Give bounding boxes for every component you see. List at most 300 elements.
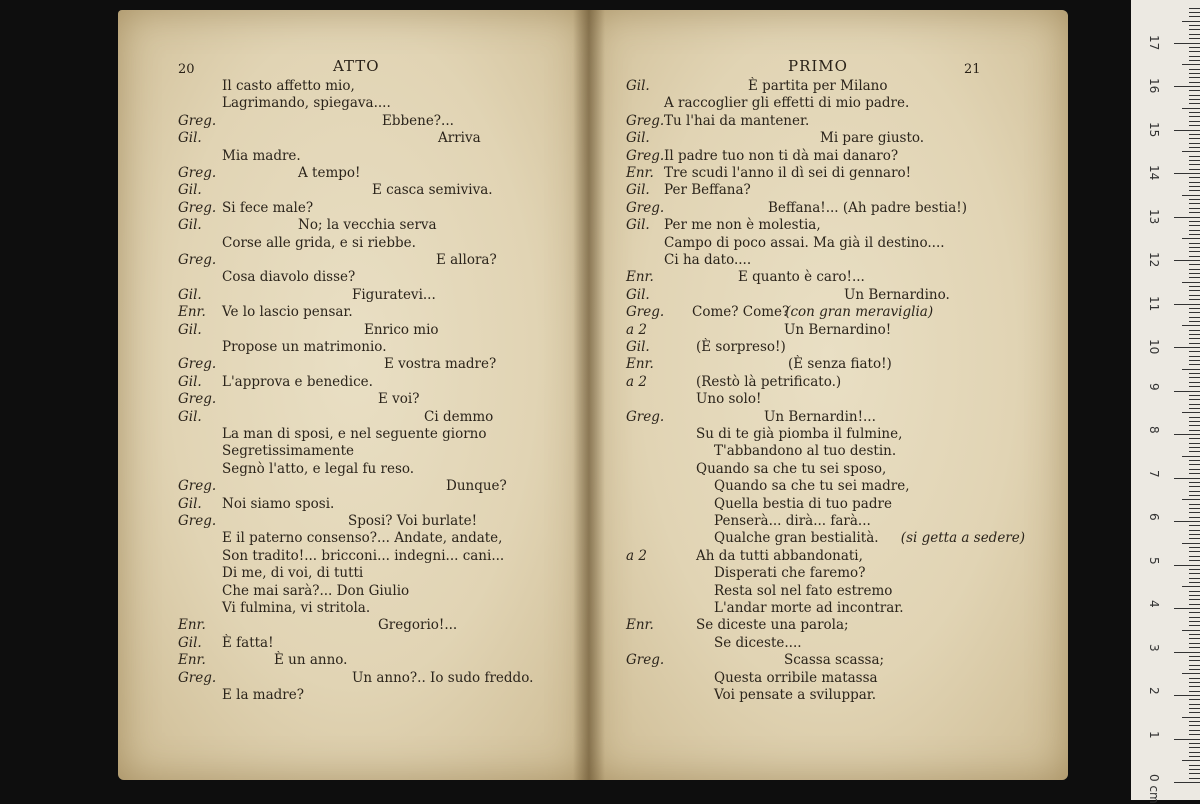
ruler-tick — [1182, 717, 1200, 718]
ruler-tick — [1174, 217, 1200, 218]
ruler-tick — [1189, 103, 1200, 104]
ruler-label: 4 — [1147, 600, 1161, 608]
ruler-tick — [1182, 673, 1200, 674]
ruler-tick — [1189, 69, 1200, 70]
dialogue-text: Propose un matrimonio. — [222, 339, 387, 355]
ruler-tick — [1189, 356, 1200, 357]
ruler-tick — [1182, 456, 1200, 457]
ruler-tick — [1189, 186, 1200, 187]
ruler-tick — [1189, 421, 1200, 422]
ruler-tick — [1189, 190, 1200, 191]
ruler-tick — [1189, 512, 1200, 513]
speaker-label: Greg. — [626, 304, 665, 321]
ruler-tick — [1182, 630, 1200, 631]
ruler-tick — [1189, 12, 1200, 13]
ruler-tick — [1189, 203, 1200, 204]
dialogue-text: A raccoglier gli effetti di mio padre. — [664, 95, 910, 112]
speaker-label: Gil. — [178, 182, 202, 199]
ruler-tick — [1189, 160, 1200, 161]
ruler-tick — [1189, 704, 1200, 705]
speaker-label: Gil. — [626, 339, 650, 355]
ruler-label: 14 — [1147, 165, 1161, 181]
ruler-tick — [1189, 321, 1200, 322]
ruler-tick — [1189, 277, 1200, 278]
dialogue-text: (È senza fiato!) — [788, 356, 892, 373]
ruler-tick — [1189, 377, 1200, 378]
ruler-tick — [1189, 534, 1200, 535]
dialogue-text: Quando sa che tu sei sposo, — [696, 460, 887, 477]
speaker-label: Greg. — [178, 165, 217, 181]
speaker-label: Enr. — [626, 165, 654, 181]
ruler-tick — [1189, 638, 1200, 639]
dialogue-text: Corse alle grida, e si riebbe. — [222, 234, 416, 251]
ruler-tick — [1189, 486, 1200, 487]
ruler-tick — [1174, 130, 1200, 131]
ruler-tick — [1174, 652, 1200, 653]
dialogue-text: Campo di poco assai. Ma già il destino.... — [664, 234, 945, 251]
dialogue-text: Dunque? — [446, 478, 507, 495]
ruler-tick — [1189, 138, 1200, 139]
ruler-label: 7 — [1147, 469, 1161, 478]
ruler-tick — [1174, 608, 1200, 609]
dialogue-text: Sposi? Voi burlate! — [348, 513, 478, 529]
ruler-tick — [1189, 599, 1200, 600]
dialogue-text: Voi pensate a sviluppar. — [714, 687, 877, 703]
dialogue-text: A tempo! — [298, 165, 361, 181]
running-header-right: PRIMO — [788, 57, 848, 75]
speaker-label: Greg. — [178, 669, 217, 686]
ruler-tick — [1189, 699, 1200, 700]
speaker-label: Enr. — [626, 269, 654, 286]
ruler-tick — [1189, 73, 1200, 74]
ruler-tick — [1189, 25, 1200, 26]
ruler-tick — [1189, 290, 1200, 291]
ruler-label: 15 — [1147, 121, 1161, 137]
speaker-label: Gil. — [178, 373, 202, 390]
ruler-label: 11 — [1147, 295, 1161, 311]
speaker-label: Gil. — [178, 408, 202, 425]
ruler-tick — [1189, 399, 1200, 400]
dialogue-text: Un Bernardino. — [844, 286, 950, 303]
left-page — [118, 10, 588, 780]
ruler-tick — [1189, 330, 1200, 331]
ruler-tick — [1189, 230, 1200, 231]
ruler-tick — [1189, 47, 1200, 48]
dialogue-text: Se diceste una parola; — [696, 617, 849, 634]
dialogue-text: Ebbene?... — [382, 112, 454, 129]
ruler-tick — [1189, 430, 1200, 431]
dialogue-text: Quella bestia di tuo padre — [714, 495, 892, 512]
stage-direction: (con gran meraviglia) — [785, 304, 934, 321]
speaker-label: Greg. — [626, 147, 665, 164]
speaker-label: Greg. — [626, 652, 665, 669]
ruler-tick — [1189, 256, 1200, 257]
ruler-tick — [1189, 669, 1200, 670]
ruler-tick — [1182, 325, 1200, 326]
ruler-tick — [1189, 99, 1200, 100]
ruler-tick — [1189, 60, 1200, 61]
ruler-label: 2 — [1147, 687, 1161, 695]
dialogue-text: Son tradito!... bricconi... indegni... cani... — [222, 547, 505, 564]
ruler-tick — [1189, 29, 1200, 30]
ruler-tick — [1182, 369, 1200, 370]
ruler-tick — [1189, 156, 1200, 157]
verse-line — [588, 685, 1068, 705]
ruler-tick — [1189, 734, 1200, 735]
speaker-label: Greg. — [626, 112, 665, 129]
ruler-label: 1 — [1147, 730, 1161, 739]
dialogue-text: E quanto è caro!... — [738, 269, 865, 286]
ruler-tick — [1189, 569, 1200, 570]
speaker-label: Gil. — [178, 130, 202, 147]
ruler-tick — [1189, 769, 1200, 770]
dialogue-text: Beffana!... (Ah padre bestia!) — [768, 199, 967, 216]
ruler-tick — [1189, 116, 1200, 117]
dialogue-text: Di me, di voi, di tutti — [222, 565, 364, 582]
ruler-tick — [1189, 530, 1200, 531]
ruler-tick — [1189, 404, 1200, 405]
dialogue-text: Ah da tutti abbandonati, — [696, 547, 863, 564]
ruler-tick — [1189, 212, 1200, 213]
speaker-label: Gil. — [626, 286, 650, 303]
ruler-tick — [1189, 373, 1200, 374]
ruler-tick — [1189, 51, 1200, 52]
speaker-label: a 2 — [626, 373, 647, 390]
speaker-label: Enr. — [178, 617, 206, 634]
ruler-tick — [1189, 495, 1200, 496]
ruler-tick — [1189, 77, 1200, 78]
ruler-tick — [1189, 578, 1200, 579]
ruler-tick — [1189, 56, 1200, 57]
ruler-tick — [1182, 151, 1200, 152]
ruler-label: 3 — [1147, 643, 1161, 652]
ruler-tick — [1189, 273, 1200, 274]
ruler-tick — [1189, 8, 1200, 9]
ruler-tick — [1189, 208, 1200, 209]
ruler-label: 17 — [1147, 34, 1161, 50]
ruler-tick — [1189, 251, 1200, 252]
ruler-tick — [1189, 469, 1200, 470]
speaker-label: Gil. — [178, 286, 202, 303]
speaker-label: Greg. — [178, 513, 217, 529]
speaker-label: Greg. — [178, 478, 217, 495]
dialogue-text: Quando sa che tu sei madre, — [714, 478, 910, 495]
ruler-tick — [1189, 464, 1200, 465]
ruler-tick — [1174, 565, 1200, 566]
ruler-label: 13 — [1147, 208, 1161, 224]
dialogue-text: Resta sol nel fato estremo — [714, 582, 893, 599]
ruler-tick — [1189, 264, 1200, 265]
speaker-label: Gil. — [178, 495, 202, 512]
ruler-tick — [1189, 752, 1200, 753]
dialogue-text: Il casto affetto mio, — [222, 78, 355, 94]
open-book — [118, 10, 1068, 780]
dialogue-text: È partita per Milano — [748, 78, 888, 94]
ruler-label: 10 — [1147, 339, 1161, 355]
dialogue-text: T'abbandono al tuo destin. — [714, 443, 897, 460]
ruler-tick — [1189, 621, 1200, 622]
ruler-tick — [1189, 125, 1200, 126]
ruler-tick — [1189, 34, 1200, 35]
ruler-tick — [1189, 612, 1200, 613]
ruler-tick — [1189, 595, 1200, 596]
ruler-tick — [1189, 317, 1200, 318]
ruler-tick — [1189, 364, 1200, 365]
dialogue-text: Arriva — [438, 130, 481, 147]
ruler-tick — [1189, 547, 1200, 548]
ruler-tick — [1189, 425, 1200, 426]
ruler-tick — [1189, 143, 1200, 144]
ruler-tick — [1189, 112, 1200, 113]
ruler-tick — [1189, 508, 1200, 509]
dialogue-text: Si fece male? — [222, 199, 314, 216]
ruler-tick — [1189, 556, 1200, 557]
ruler-tick — [1182, 760, 1200, 761]
dialogue-text: (Restò là petrificato.) — [696, 373, 842, 390]
ruler-tick — [1174, 304, 1200, 305]
ruler-tick — [1174, 434, 1200, 435]
ruler-tick — [1189, 299, 1200, 300]
speaker-label: Greg. — [178, 252, 217, 268]
ruler-tick — [1174, 695, 1200, 696]
ruler-tick — [1189, 95, 1200, 96]
dialogue-text: Lagrimando, spiegava.... — [222, 95, 391, 112]
dialogue-text: Un anno?.. Io sudo freddo. — [352, 669, 534, 686]
ruler-tick — [1189, 338, 1200, 339]
ruler-tick — [1189, 234, 1200, 235]
dialogue-text: Gregorio!... — [378, 617, 458, 634]
speaker-label: Enr. — [178, 652, 206, 669]
speaker-label: Gil. — [626, 182, 650, 199]
dialogue-text: Segretissimamente — [222, 443, 354, 460]
ruler-tick — [1189, 177, 1200, 178]
dialogue-text: E la madre? — [222, 687, 304, 703]
ruler-label: 8 — [1147, 426, 1161, 434]
dialogue-text: Cosa diavolo disse? — [222, 269, 356, 286]
ruler-tick — [1189, 147, 1200, 148]
ruler-tick — [1189, 382, 1200, 383]
dialogue-text: Enrico mio — [364, 321, 439, 338]
speaker-label: Gil. — [178, 634, 202, 651]
ruler-tick — [1189, 747, 1200, 748]
ruler-tick — [1189, 765, 1200, 766]
ruler-tick — [1189, 482, 1200, 483]
ruler-tick — [1189, 591, 1200, 592]
ruler-tick — [1189, 164, 1200, 165]
ruler-tick — [1189, 525, 1200, 526]
ruler-tick — [1182, 21, 1200, 22]
ruler-tick — [1182, 108, 1200, 109]
ruler-tick — [1189, 773, 1200, 774]
dialogue-text: Tu l'hai da mantener. — [664, 112, 810, 129]
ruler-tick — [1189, 604, 1200, 605]
ruler-tick — [1189, 121, 1200, 122]
ruler-tick — [1182, 586, 1200, 587]
ruler-label: 9 — [1147, 382, 1161, 391]
ruler-tick — [1189, 408, 1200, 409]
ruler-label: 16 — [1147, 78, 1161, 94]
ruler-tick — [1189, 225, 1200, 226]
dialogue-text: Figuratevi... — [352, 286, 436, 303]
dialogue-text: Se diceste.... — [714, 634, 802, 651]
dialogue-text: L'andar morte ad incontrar. — [714, 600, 904, 616]
speaker-label: a 2 — [626, 321, 647, 338]
ruler-tick — [1189, 691, 1200, 692]
dialogue-text: Per Beffana? — [664, 182, 751, 199]
ruler-tick — [1189, 308, 1200, 309]
dialogue-text: Noi siamo sposi. — [222, 495, 335, 512]
ruler-tick — [1189, 38, 1200, 39]
ruler-tick — [1174, 521, 1200, 522]
ruler-tick — [1182, 238, 1200, 239]
ruler-tick — [1189, 447, 1200, 448]
ruler-tick — [1189, 221, 1200, 222]
dialogue-text: Come? Come? — [692, 304, 790, 321]
ruler-tick — [1189, 360, 1200, 361]
speaker-label: Gil. — [626, 217, 650, 234]
verse-line — [118, 685, 588, 705]
speaker-label: Greg. — [178, 112, 217, 129]
dialogue-text: Qualche gran bestialità. — [714, 530, 879, 547]
dialogue-text: Mi pare giusto. — [820, 130, 925, 147]
ruler-tick — [1189, 295, 1200, 296]
ruler-tick — [1189, 417, 1200, 418]
book-gutter — [573, 10, 605, 780]
ruler-tick — [1189, 395, 1200, 396]
measuring-ruler — [1131, 0, 1200, 804]
ruler-tick — [1189, 665, 1200, 666]
dialogue-text: Ve lo lascio pensar. — [222, 304, 353, 321]
ruler-tick — [1174, 173, 1200, 174]
dialogue-text: Su di te già piomba il fulmine, — [696, 426, 903, 442]
running-header-left: ATTO — [333, 57, 380, 75]
ruler-tick — [1182, 64, 1200, 65]
ruler-tick — [1174, 86, 1200, 87]
dialogue-text: (È sorpreso!) — [696, 339, 786, 355]
ruler-tick — [1189, 386, 1200, 387]
ruler-tick — [1189, 473, 1200, 474]
ruler-tick — [1189, 16, 1200, 17]
dialogue-text: Un Bernardino! — [784, 321, 892, 338]
ruler-tick — [1189, 743, 1200, 744]
ruler-tick — [1189, 560, 1200, 561]
ruler-label: 5 — [1147, 556, 1161, 565]
ruler-tick — [1189, 247, 1200, 248]
ruler-tick — [1189, 491, 1200, 492]
dialogue-text: Vi fulmina, vi stritola. — [222, 600, 371, 616]
ruler-tick — [1189, 708, 1200, 709]
ruler-tick — [1189, 451, 1200, 452]
ruler-tick — [1189, 643, 1200, 644]
speaker-label: Greg. — [626, 408, 665, 425]
dialogue-text: Mia madre. — [222, 147, 301, 164]
ruler-tick — [1189, 82, 1200, 83]
ruler-tick — [1189, 334, 1200, 335]
ruler-tick — [1189, 199, 1200, 200]
dialogue-text: Che mai sarà?... Don Giulio — [222, 582, 410, 599]
ruler-tick — [1189, 134, 1200, 135]
dialogue-text: E vostra madre? — [384, 356, 497, 373]
ruler-tick — [1189, 634, 1200, 635]
dialogue-text: È un anno. — [274, 652, 348, 669]
dialogue-text: Il padre tuo non ti dà mai danaro? — [664, 147, 899, 164]
ruler-tick — [1189, 573, 1200, 574]
right-page — [588, 10, 1068, 780]
ruler-tick — [1189, 504, 1200, 505]
dialogue-text: È fatta! — [222, 634, 274, 651]
dialogue-text: La man di sposi, e nel seguente giorno — [222, 426, 487, 442]
ruler-label: 12 — [1147, 252, 1161, 268]
dialogue-text: E casca semiviva. — [372, 182, 493, 199]
dialogue-text: Segnò l'atto, e legal fu reso. — [222, 460, 415, 477]
speaker-label: Greg. — [178, 356, 217, 373]
ruler-label: 6 — [1147, 513, 1161, 521]
ruler-tick — [1182, 282, 1200, 283]
speaker-label: Gil. — [626, 130, 650, 147]
ruler-tick — [1189, 551, 1200, 552]
ruler-tick — [1189, 351, 1200, 352]
dialogue-text: Questa orribile matassa — [714, 669, 878, 686]
ruler-tick — [1189, 182, 1200, 183]
ruler-tick — [1189, 438, 1200, 439]
speaker-label: Gil. — [178, 217, 202, 234]
dialogue-text: L'approva e benedice. — [222, 373, 373, 390]
ruler-label: 0 cm — [1147, 774, 1161, 804]
speaker-label: Greg. — [626, 199, 665, 216]
dialogue-text: Ci ha dato.... — [664, 252, 752, 268]
page-number-left: 20 — [178, 62, 195, 77]
ruler-tick — [1189, 712, 1200, 713]
ruler-tick — [1189, 286, 1200, 287]
ruler-tick — [1189, 312, 1200, 313]
ruler-tick — [1174, 478, 1200, 479]
speaker-label: Greg. — [178, 391, 217, 408]
ruler-tick — [1182, 195, 1200, 196]
speaker-label: a 2 — [626, 547, 647, 564]
dialogue-text: Un Bernardin!... — [764, 408, 876, 425]
dialogue-text: E il paterno consenso?... Andate, andate, — [222, 530, 503, 547]
ruler-tick — [1182, 543, 1200, 544]
speaker-label: Gil. — [178, 321, 202, 338]
ruler-tick — [1189, 660, 1200, 661]
ruler-tick — [1189, 647, 1200, 648]
ruler-tick — [1189, 730, 1200, 731]
ruler-tick — [1189, 625, 1200, 626]
ruler-tick — [1189, 686, 1200, 687]
speaker-label: Enr. — [626, 356, 654, 373]
dialogue-text: E voi? — [378, 391, 420, 408]
ruler-tick — [1189, 517, 1200, 518]
stage-direction: (si getta a sedere) — [900, 530, 1026, 547]
dialogue-text: No; la vecchia serva — [298, 217, 437, 234]
ruler-tick — [1189, 678, 1200, 679]
ruler-tick — [1189, 269, 1200, 270]
dialogue-text: E allora? — [436, 252, 497, 268]
speaker-label: Enr. — [626, 617, 654, 634]
ruler-tick — [1174, 260, 1200, 261]
ruler-tick — [1189, 582, 1200, 583]
speaker-label: Greg. — [178, 199, 217, 216]
ruler-tick — [1189, 460, 1200, 461]
dialogue-text: Uno solo! — [696, 391, 762, 408]
dialogue-text: Per me non è molestia, — [664, 217, 821, 234]
ruler-tick — [1189, 656, 1200, 657]
dialogue-text: Ci demmo — [424, 408, 494, 425]
ruler-tick — [1174, 739, 1200, 740]
ruler-tick — [1189, 617, 1200, 618]
ruler-tick — [1189, 725, 1200, 726]
ruler-tick — [1174, 782, 1200, 783]
